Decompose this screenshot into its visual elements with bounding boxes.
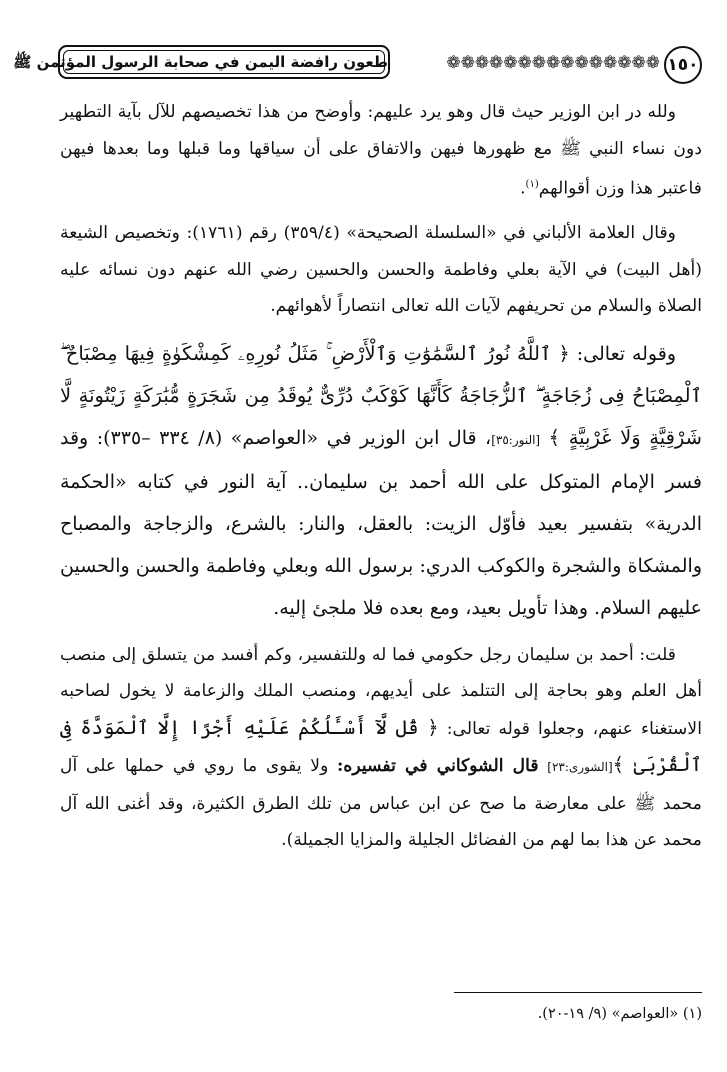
- paragraph-3: [60, 333, 702, 629]
- paragraph-1-text: ولله در ابن الوزير حيث قال وهو يرد عليهم: وأوضح من هذا تخصيصهم للآل بآية التطهير دون نساء النبي ﷺ مع ظهورها فيهن والاتفاق على أن سياقها وما قبلها وما بعدها فيهن فاعتبر هذا وزن أقوالهم: [60, 102, 702, 199]
- page-number: ١٥٠: [664, 46, 702, 84]
- quran-verse-nur: ﴿ ٱللَّهُ نُورُ ٱلسَّمَٰوَٰتِ وَٱلْأَرْضِ ۚ مَثَلُ نُورِهِۦ كَمِشْكَوٰةٍ فِيهَا مِصْبَاحٌ ۖ ٱلْمِصْبَاحُ فِى زُجَاجَةٍ ۖ ٱلزُّجَاجَةُ كَأَنَّهَا كَوْكَبٌ دُرِّىٌّ يُوقَدُ مِن شَجَرَةٍ مُّبَٰرَكَةٍ زَيْتُونَةٍ لَّا شَرْقِيَّةٍ وَلَا غَرْبِيَّةٍ ﴾: [60, 341, 703, 449]
- paragraph-1-end: .: [520, 178, 526, 199]
- paragraph-3-rest: ، قال ابن الوزير في «العواصم» (٨/ ٣٣٤ –٣٣٥): وقد فسر الإمام المتوكل على الله أحمد بن سليمان.. آية النور في كتابه «الحكمة الدرية» بتفسير بعيد فأوّل الزيت: بالعقل، والنار: بالشرع، والزجاجة والمصباح والمشكاة والشجرة والكوكب الدري: برسول الله وبعلي وفاطمة والحسن والحسين عليهم السلام. وهذا تأويل بعيد، ومع بعده فلا ملجئ إليه.: [60, 426, 702, 619]
- paragraph-1: [60, 94, 702, 207]
- paragraph-3-intro: وقوله تعالى:: [576, 342, 677, 365]
- main-text: [60, 94, 702, 859]
- ornament-row: ❁❁❁❁❁❁❁❁❁❁❁❁❁❁❁: [446, 53, 660, 73]
- paragraph-2: وقال العلامة الألباني في «السلسلة الصحيحة» (٣٥٩/٤) رقم (١٧٦١): وتخصيص الشيعة (أهل البيت) في الآية بعلي وفاطمة والحسن والحسين رضي الله عنهم دون نسائه عليه الصلاة والسلام من تحريفهم لآيات الله تعالى انتصاراً لأهوائهم.: [60, 223, 702, 317]
- page-header: [13, 42, 702, 86]
- verse-source-shura: [الشورى:٢٣]: [547, 760, 613, 775]
- footnote-divider: [454, 992, 702, 993]
- footnote-marker: (١): [525, 179, 539, 190]
- paragraph-4: [60, 637, 702, 859]
- verse-source-nur: [النور:٣٥]: [491, 432, 541, 447]
- paragraph-4-rest: ولا يقوى ما روي في حملها على آل محمد ﷺ على معارضة ما صح عن ابن عباس من تلك الطرق الكثيرة، وقد أغنى الله آل محمد عن هذا بما لهم من الفضائل الجليلة والمزايا الجميلة).: [60, 756, 702, 851]
- footnote: (١) «العواصم» (٩/ ١٩-٢٠).: [537, 1006, 702, 1022]
- running-title: طعون رافضة اليمن في صحابة الرسول المؤتمن ﷺ: [58, 45, 390, 79]
- shawkani-quote-label: قال الشوكاني في تفسيره:: [337, 756, 539, 777]
- quran-verse-shura: ﴿ قُل لَّآ أَسْـَٔلُكُمْ عَلَيْهِ أَجْرًا إِلَّا ٱلْمَوَدَّةَ فِى ٱلْقُرْبَىٰ ﴾: [60, 715, 703, 777]
- paragraph-4-intro: قلت: أحمد بن سليمان رجل حكومي فما له وللتفسير، وكم أفسد من يتسلق إلى منصب أهل العلم وهو بحاجة إلى التتلمذ على أيديهم، ومنصب الملك والزعامة لا يخول لصاحبه الاستغناء عنهم، وجعلوا قوله تعالى:: [60, 644, 702, 739]
